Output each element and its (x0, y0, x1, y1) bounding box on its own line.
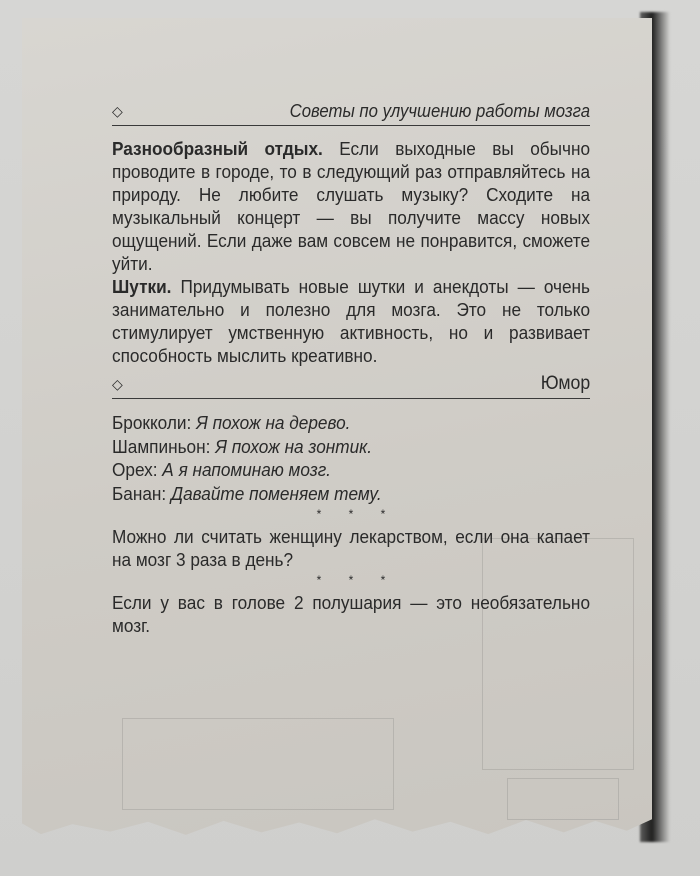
bleed-through-table (507, 778, 619, 820)
speech: Я похож на зонтик. (215, 435, 373, 457)
speaker: Шампиньон: (112, 435, 211, 457)
tip-heading: Разнообразный отдых. (112, 138, 323, 159)
speaker: Банан: (112, 482, 167, 504)
speech: Я похож на дерево. (196, 412, 351, 433)
diamond-icon: ◇ (112, 103, 123, 119)
separator-stars: * * * (316, 573, 398, 587)
dialogue-line (112, 458, 557, 482)
humor-section-header (112, 373, 590, 399)
joke-paragraph: Можно ли считать женщину лекарством, если она капает на мозг 3 раза в день? (112, 526, 591, 570)
bleed-through-table (122, 718, 394, 810)
tips-section-header (112, 100, 590, 126)
dialogue-line (112, 435, 557, 459)
tip-rest (112, 137, 590, 275)
speaker: Брокколи: (112, 412, 192, 433)
article (112, 100, 590, 637)
speech: А я напоминаю мозг. (162, 459, 331, 480)
separator-stars: * * * (316, 507, 398, 521)
dialogue-line (112, 482, 557, 506)
tip-text: Придумывать новые шутки и анекдоты — очень занимательно и полезно для мозга. Это не только стимулирует умственную активность, но и развивает способность мыслить креативно. (112, 276, 591, 366)
dialogue-line (112, 411, 557, 435)
tip-jokes (112, 275, 590, 367)
tip-heading: Шутки. (112, 276, 172, 297)
tips-title: Советы по улучшению работы мозга (289, 101, 590, 121)
speech: Давайте поменяем тему. (170, 482, 382, 504)
speaker: Орех: (112, 459, 158, 480)
joke-paragraph: Если у вас в голове 2 полушария — это необязательно мозг. (112, 592, 591, 636)
tip-text: Если выходные вы обычно проводите в городе, то в следующий раз отправляйтесь на природу. Не любите слушать музыку? Сходите на музыкальный концерт — вы получите массу новых ощущений. Если даже вам совсем не понравится, сможете уйти. (112, 138, 591, 274)
humor-title: Юмор (540, 373, 590, 394)
diamond-icon: ◇ (112, 376, 123, 392)
